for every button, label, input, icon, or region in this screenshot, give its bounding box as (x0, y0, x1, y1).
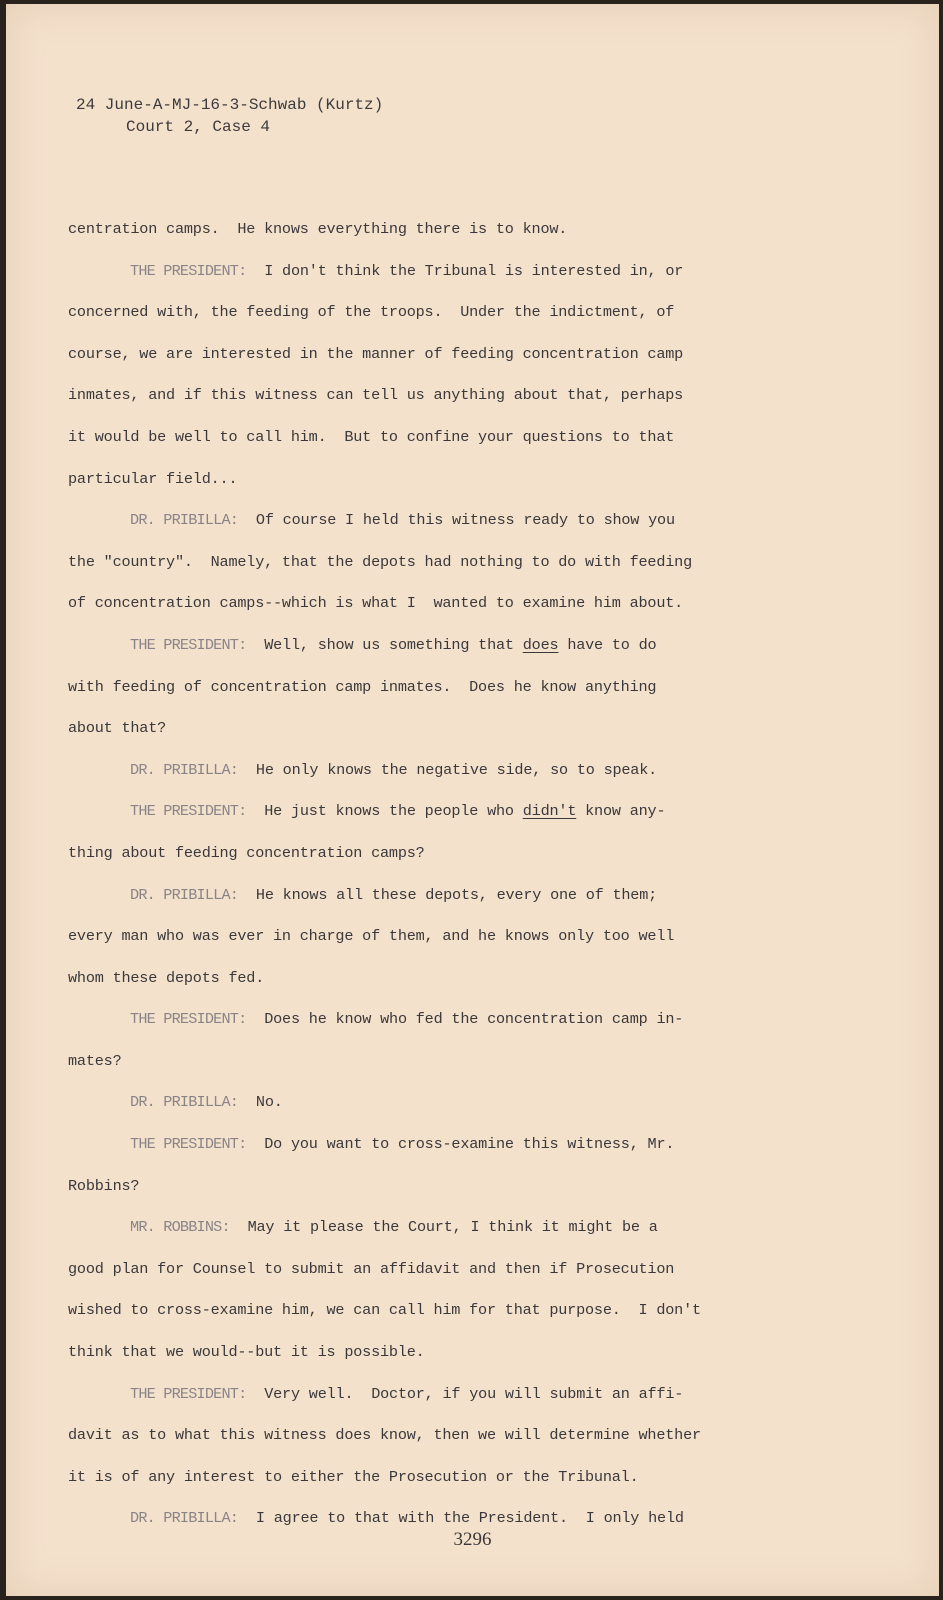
line-text: He just knows the people who (246, 802, 523, 821)
header-line-2: Court 2, Case 4 (126, 118, 271, 136)
line-text: about that? (68, 719, 167, 738)
line-text: the "country". Namely, that the depots had nothing to do with feeding (68, 552, 692, 571)
line-text: particular field... (68, 469, 238, 488)
transcript-line (68, 583, 808, 625)
transcript-line (68, 292, 808, 334)
transcript-line (68, 209, 808, 251)
line-text: mates? (68, 1051, 122, 1070)
line-text: it is of any interest to either the Prosecution or the Tribunal. (68, 1467, 639, 1486)
speaker-label: DR. PRIBILLA: (130, 511, 239, 530)
line-text: it would be well to call him. But to confine your questions to that (68, 427, 675, 446)
line-text: every man who was ever in charge of them, and he knows only too well (68, 927, 675, 946)
line-text: of concentration camps--which is what I wanted to examine him about. (68, 594, 684, 613)
transcript-line (68, 750, 808, 792)
line-text: centration camps. He knows everything there is to know. (68, 220, 568, 238)
line-text: May it please the Court, I think it might be a (229, 1218, 658, 1237)
transcript-line (68, 375, 808, 417)
speaker-label: THE PRESIDENT: (130, 1135, 247, 1154)
line-text: inmates, and if this witness can tell us anything about that, perhaps (68, 386, 684, 405)
header-line-1: 24 June-A-MJ-16-3-Schwab (Kurtz) (76, 96, 384, 114)
speaker-label: THE PRESIDENT: (130, 635, 247, 654)
transcript-line (68, 459, 808, 501)
line-text: know any- (576, 802, 666, 821)
speaker-label: THE PRESIDENT: (130, 1010, 247, 1029)
transcript-line (68, 1457, 808, 1499)
transcript-line (68, 667, 808, 709)
transcript-line (68, 916, 808, 958)
line-text: Does he know who fed the concentration camp in- (246, 1010, 684, 1029)
line-text: good plan for Counsel to submit an affidavit and then if Prosecution (68, 1259, 675, 1278)
underlined-text: does (522, 635, 559, 654)
transcript-line (68, 542, 808, 584)
transcript-line (68, 1041, 808, 1083)
line-text: I agree to that with the President. I only held (238, 1509, 684, 1528)
transcript-line (68, 1082, 808, 1124)
transcript-line (68, 1332, 808, 1374)
transcript-line (68, 1290, 808, 1332)
document-header (76, 94, 383, 138)
transcript-line (68, 875, 808, 917)
line-text: think that we would--but it is possible. (68, 1343, 425, 1362)
line-text: He only knows the negative side, so to speak. (238, 760, 658, 779)
speaker-label: THE PRESIDENT: (130, 802, 247, 821)
line-text: course, we are interested in the manner of feeding concentration camp (68, 344, 684, 363)
line-text: Of course I held this witness ready to show you (238, 511, 675, 530)
transcript-line (68, 625, 808, 667)
line-text: concerned with, the feeding of the troops. Under the indictment, of (68, 303, 675, 322)
page-number: 3296 (453, 1529, 492, 1550)
transcript-line (68, 1166, 808, 1208)
line-text: Very well. Doctor, if you will submit an affi- (246, 1384, 684, 1403)
line-text: He knows all these depots, every one of them; (238, 885, 658, 904)
speaker-label: THE PRESIDENT: (130, 1384, 247, 1403)
line-text: I don't think the Tribunal is interested in, or (246, 261, 684, 280)
transcript-line (68, 500, 808, 542)
transcript-line (68, 417, 808, 459)
transcript-line (68, 1374, 808, 1416)
line-text: with feeding of concentration camp inmates. Does he know anything (68, 677, 657, 696)
speaker-label: MR. ROBBINS: (130, 1218, 230, 1237)
transcript-line (68, 1207, 808, 1249)
line-text: No. (238, 1093, 283, 1112)
transcript-line (68, 999, 808, 1041)
transcript-line (68, 1124, 808, 1166)
line-text: Robbins? (68, 1176, 140, 1195)
transcript-line (68, 833, 808, 875)
transcript-body (68, 209, 808, 1540)
transcript-line (68, 1249, 808, 1291)
line-text: Do you want to cross-examine this witness, Mr. (246, 1135, 675, 1154)
transcript-line (68, 334, 808, 376)
speaker-label: DR. PRIBILLA: (130, 1093, 239, 1112)
transcript-line (68, 708, 808, 750)
underlined-text: didn't (522, 802, 577, 821)
transcript-page (6, 4, 939, 1596)
line-text: wished to cross-examine him, we can call him for that purpose. I don't (68, 1301, 701, 1320)
speaker-label: DR. PRIBILLA: (130, 760, 239, 779)
transcript-line (68, 1415, 808, 1457)
line-text: thing about feeding concentration camps? (68, 843, 425, 862)
speaker-label: THE PRESIDENT: (130, 261, 247, 280)
line-text: Well, show us something that (246, 635, 523, 654)
speaker-label: DR. PRIBILLA: (130, 885, 239, 904)
line-text: whom these depots fed. (68, 968, 265, 987)
transcript-line (68, 251, 808, 293)
line-text: have to do (558, 635, 657, 654)
line-text: davit as to what this witness does know, then we will determine whether (68, 1426, 701, 1445)
transcript-line (68, 791, 808, 833)
speaker-label: DR. PRIBILLA: (130, 1509, 239, 1528)
transcript-line (68, 958, 808, 1000)
